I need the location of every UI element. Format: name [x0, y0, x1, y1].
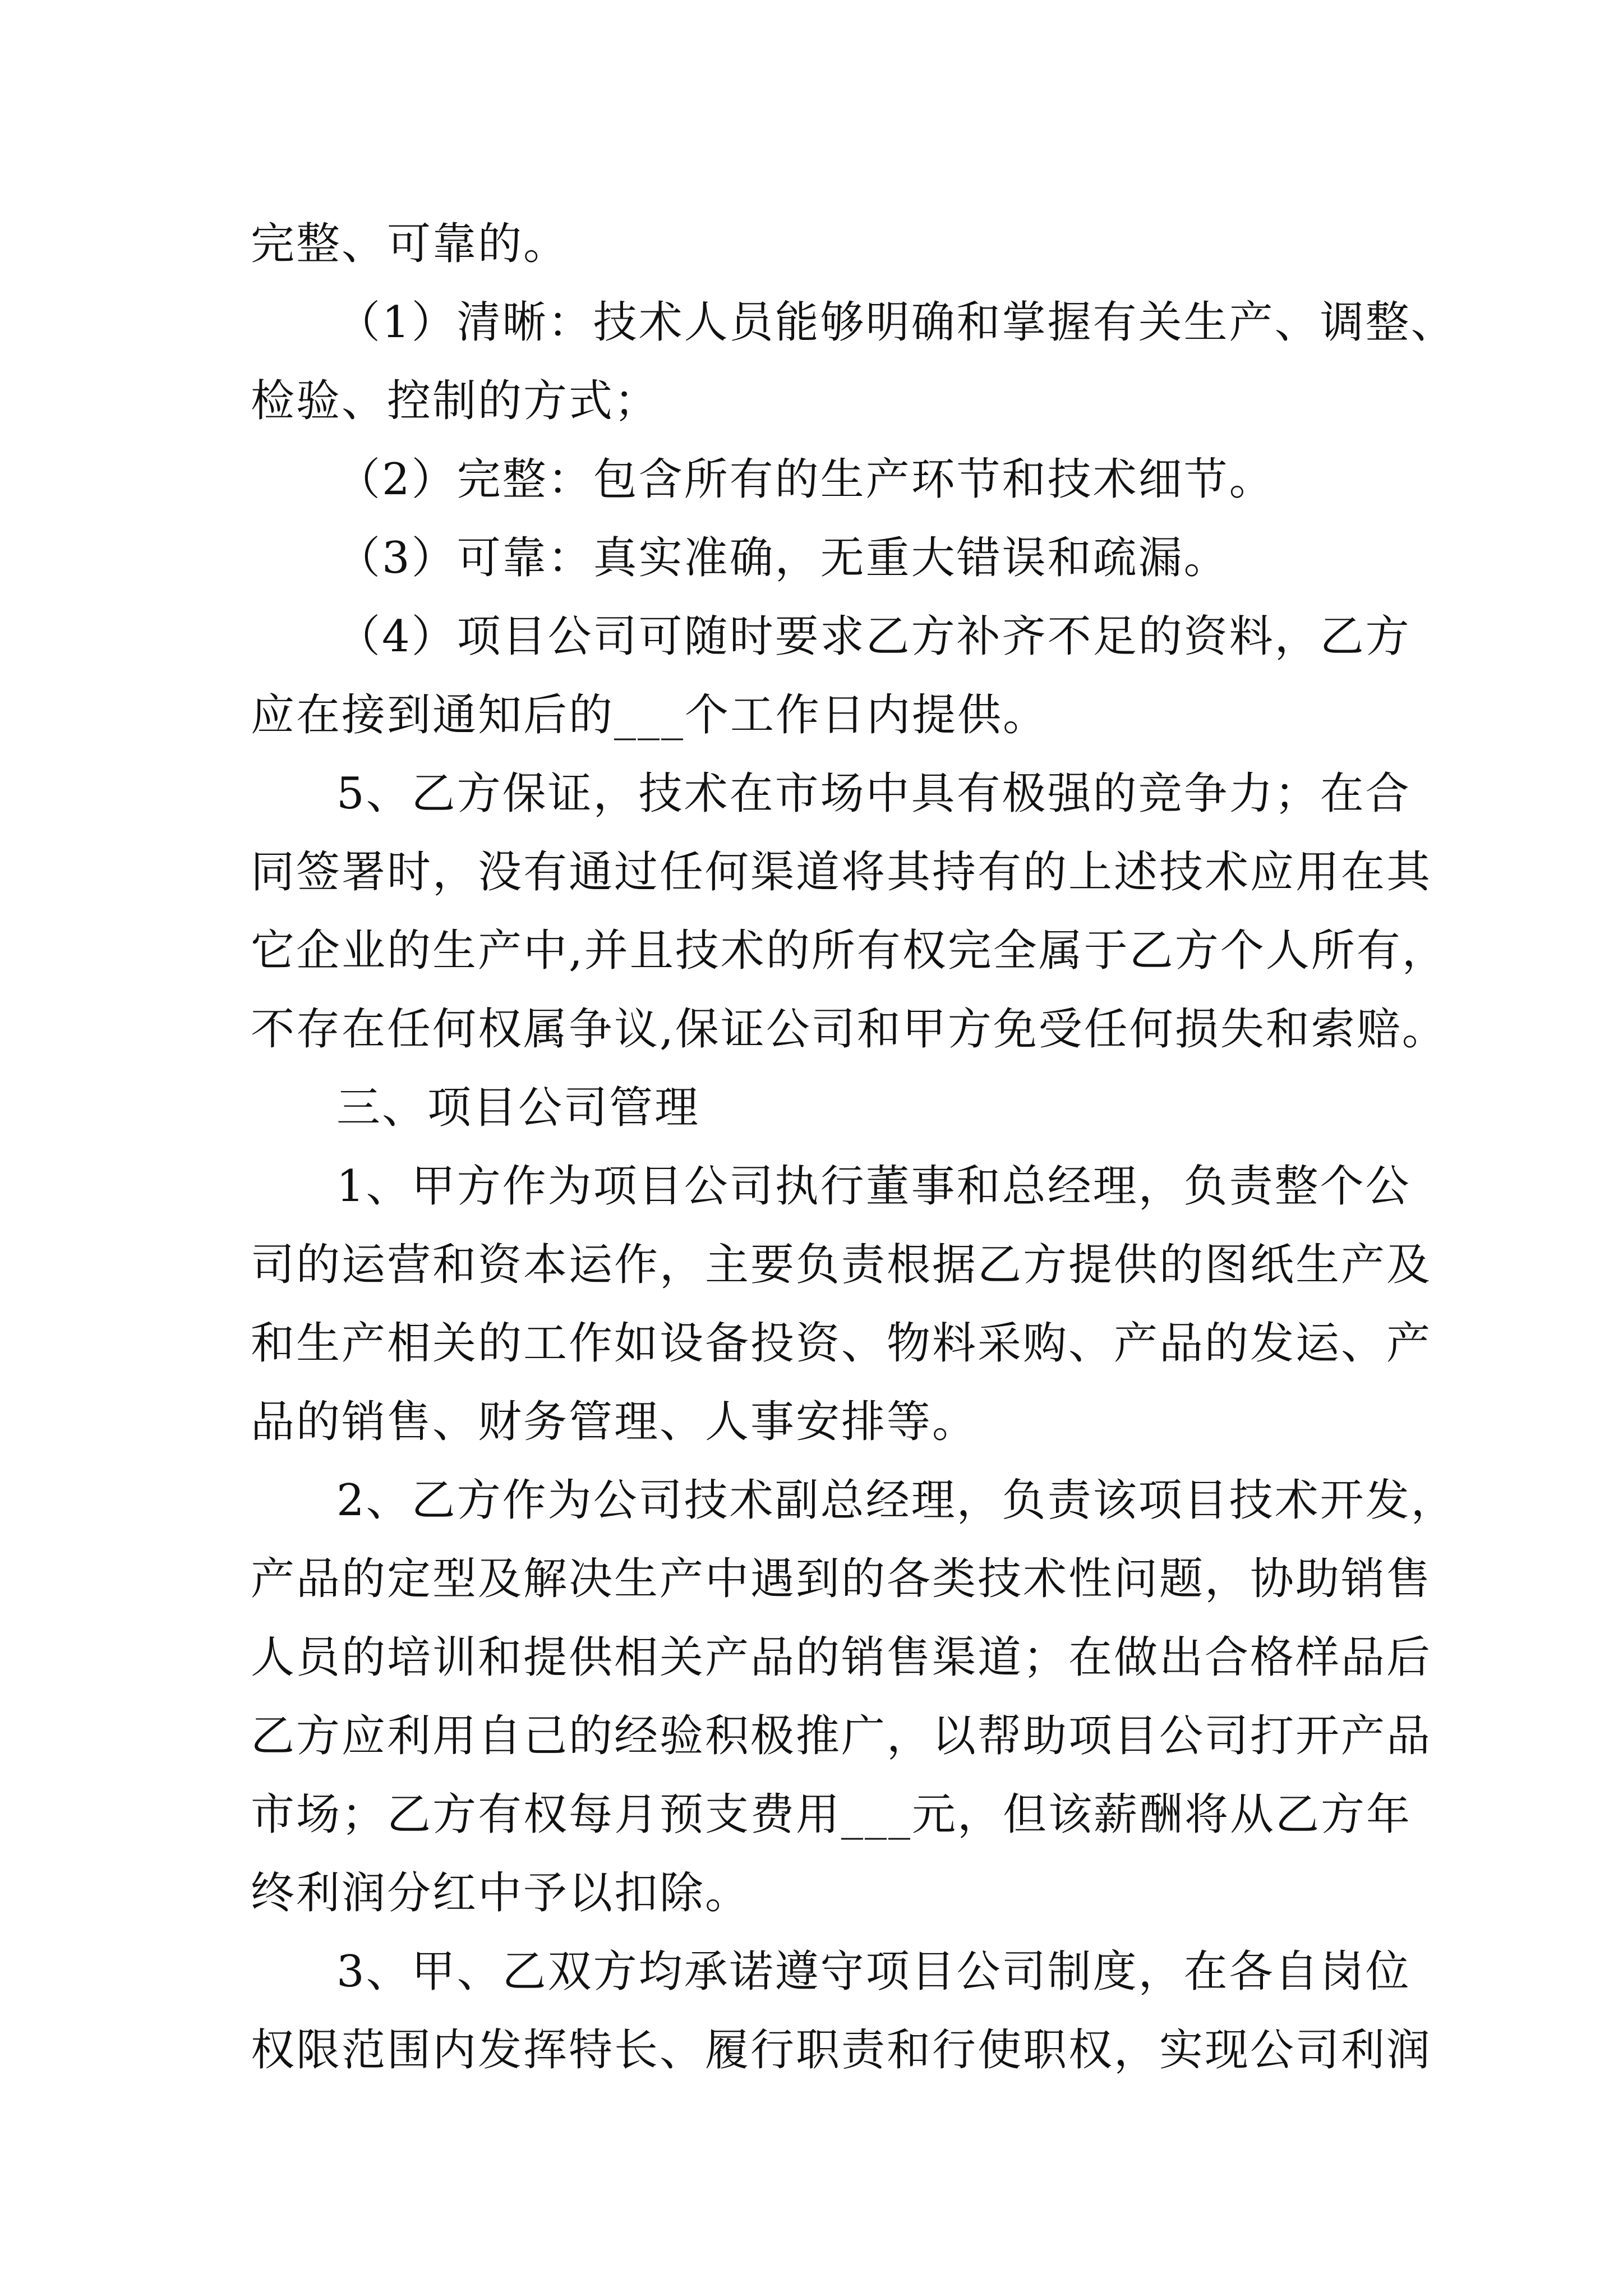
text-line: 完整、可靠的。: [251, 219, 569, 269]
text-line: （4）项目公司可随时要求乙方补齐不足的资料，乙方: [336, 611, 1411, 662]
section-heading: 三、项目公司管理: [336, 1083, 700, 1133]
text-line: （2）完整：包含所有的生产环节和技术细节。: [336, 454, 1275, 505]
text-line: 乙方应利用自己的经验积极推广，以帮助项目公司打开产品: [251, 1711, 1432, 1761]
text-line: 和生产相关的工作如设备投资、物料采购、产品的发运、产: [251, 1318, 1432, 1369]
text-line: 同签署时，没有通过任何渠道将其持有的上述技术应用在其: [251, 847, 1432, 898]
text-line: 3、甲、乙双方均承诺遵守项目公司制度，在各自岗位: [336, 1947, 1411, 1997]
text-line: 应在接到通知后的___个工作日内提供。: [251, 690, 1049, 740]
text-line: 终利润分红中予以扣除。: [251, 1868, 751, 1918]
text-line: 品的销售、财务管理、人事安排等。: [251, 1397, 978, 1447]
text-line: （3）可靠：真实准确，无重大错误和疏漏。: [336, 533, 1229, 583]
text-line: （1）清晰：技术人员能够明确和掌握有关生产、调整、: [336, 297, 1456, 348]
text-line: 不存在任何权属争议,保证公司和甲方免受任何损失和索赔。: [251, 1004, 1447, 1055]
text-line: 5、乙方保证，技术在市场中具有极强的竞争力；在合: [336, 769, 1411, 819]
text-line: 人员的培训和提供相关产品的销售渠道；在做出合格样品后: [251, 1632, 1432, 1683]
text-line: 1、甲方作为项目公司执行董事和总经理，负责整个公: [336, 1161, 1411, 1212]
text-line: 检验、控制的方式；: [251, 376, 660, 426]
text-line: 2、乙方作为公司技术副总经理，负责该项目技术开发，: [336, 1475, 1456, 1526]
text-line: 权限范围内发挥特长、履行职责和行使职权，实现公司利润: [251, 2025, 1432, 2076]
text-line: 市场；乙方有权每月预支费用___元，但该薪酬将从乙方年: [251, 1789, 1412, 1840]
text-line: 它企业的生产中,并且技术的所有权完全属于乙方个人所有，: [251, 926, 1447, 976]
text-line: 产品的定型及解决生产中遇到的各类技术性问题，协助销售: [251, 1554, 1432, 1604]
text-line: 司的运营和资本运作，主要负责根据乙方提供的图纸生产及: [251, 1240, 1432, 1290]
